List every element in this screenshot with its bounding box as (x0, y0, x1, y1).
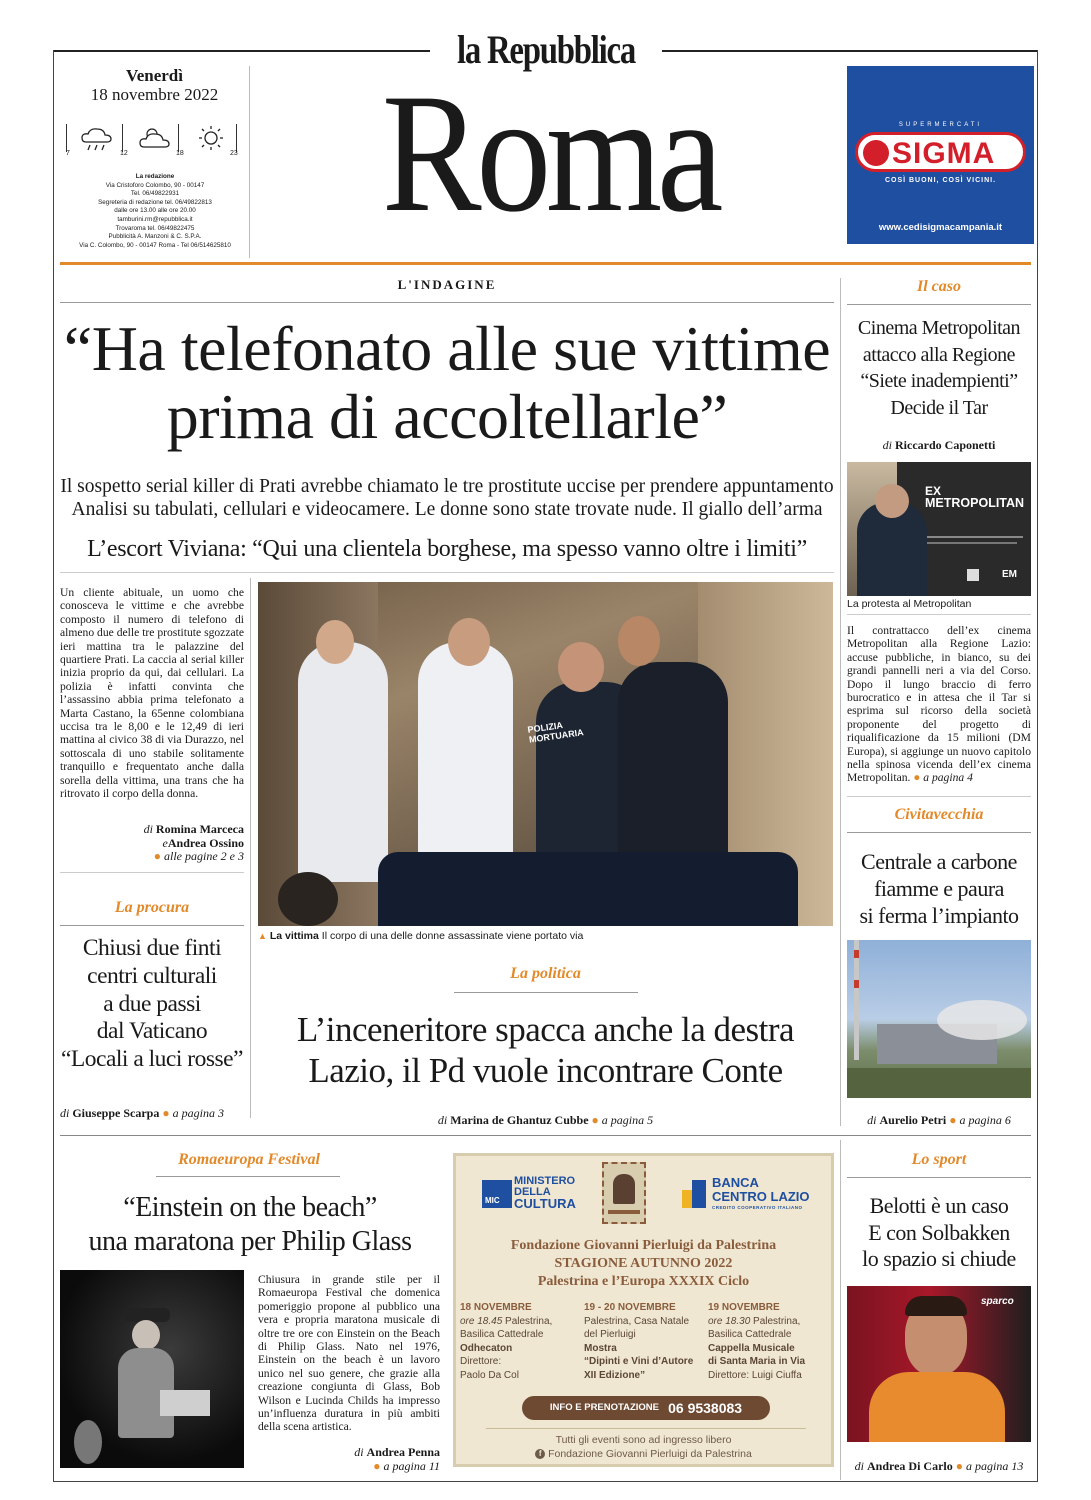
civitavecchia-photo (847, 940, 1031, 1098)
jersey-sponsor: sparco (981, 1296, 1014, 1307)
romaeuropa-byline (258, 1445, 440, 1473)
brand-logo: la Repubblica (456, 27, 636, 72)
event-1 (460, 1301, 580, 1382)
author-name: Riccardo Caponetti (895, 438, 996, 452)
ad-concert[interactable] (453, 1153, 834, 1467)
bullet-icon: ● (162, 1106, 170, 1120)
redazione-line: Via C. Colombo, 90 - 00147 Roma - Tel 06/514625810 (79, 241, 231, 249)
headline-line: E con Solbakken (868, 1219, 1010, 1245)
byline-di: di (143, 822, 153, 836)
cloud-icon (138, 127, 172, 151)
event-line: Basilica Cattedrale (460, 1329, 544, 1340)
caption-text: Il corpo di una delle donne assassinate viene portato via (321, 930, 584, 942)
temp-2: 12 (120, 150, 128, 157)
triangle-icon: ▲ (258, 931, 267, 941)
headline-line: attacco alla Regione (862, 343, 1016, 366)
caso-headline (847, 315, 1031, 421)
author-name: Andrea Ossino (167, 835, 244, 850)
poster-logo: EM (1002, 569, 1017, 580)
event-date: 19 - 20 NOVEMBRE (584, 1302, 676, 1313)
caso-body (847, 624, 1031, 785)
page-link[interactable]: a pagina 4 (923, 771, 973, 785)
author-name: Romina Marceca (155, 822, 244, 836)
bullet-icon: ● (373, 1459, 381, 1473)
ad-concert-title-1: Fondazione Giovanni Pierluigi da Palestrina (510, 1238, 777, 1253)
redazione-line: Via Cristoforo Colombo, 90 - 00147 (105, 181, 205, 189)
lead-second-headline: L’escort Viviana: “Qui una clientela borghese, ma spesso vanno oltre i limiti” (87, 536, 807, 562)
author-name: Andrea Di Carlo (866, 1459, 953, 1473)
headline-line: si ferma l’impianto (859, 903, 1019, 928)
byline-di: di (882, 438, 892, 452)
ministero-line: DELLA (514, 1186, 551, 1198)
caso-byline (847, 438, 1031, 453)
bullet-icon: ● (949, 1113, 957, 1127)
photo-vest-text: POLIZIA MORTUARIA (526, 720, 585, 745)
headline-line: Chiusi due finti (82, 935, 222, 961)
masthead-rule (60, 262, 1031, 265)
caso-body-text: Il contrattacco dell’ex cinema Metropolitan alla Regione Lazio: accuse pubbliche, in bianco, su dei grandi pannelli neri a via del Corso. Dopo il lungo braccio di ferro burocratico e in attesa che il Tar si esprima sul ricorso della società proponente del progetto di riqualificazione da 15 milioni (DM Europa), si aggiunge un nuovo capitolo nella spinosa vicenda dell’ex cinema Metropolitan. (847, 624, 1031, 785)
event-line: “Dipinti e Vini d’Autore (584, 1356, 694, 1367)
event-2 (584, 1301, 708, 1382)
headline-line: lo spazio si chiude (862, 1246, 1016, 1271)
footer-text: Fondazione Giovanni Pierluigi da Palestrina (548, 1448, 752, 1460)
redazione-line: Tel. 06/49822931 (130, 190, 180, 198)
romaeuropa-body: Chiusura in grande stile per il Romaeuropa Festival che domenica pomeriggio propone al pubblico una vera e propria maratona musicale di oltre tre ore con Einstein on the Beach di Philip Glass. Nato nel 1976, Einstein on the beach è un lavoro unico nel suo genere, che grazie alla creazione congiunta di Glass, Bob Wilson e Lucinda Childs ha impresso un’influenza duratura in più ambiti della scena artistica. (258, 1273, 440, 1434)
author-name: Andrea Penna (366, 1445, 440, 1459)
headline-line: Belotti è un caso (869, 1193, 1009, 1218)
ad-sigma-brand: SIGMA (892, 137, 996, 170)
event-line: Odhecaton (460, 1342, 513, 1354)
sport-byline (847, 1459, 1031, 1474)
ad-sigma-url: www.cedisigmacampania.it (878, 222, 1003, 233)
poster-text-ex: EX (925, 484, 942, 498)
info-label: INFO E PRENOTAZIONE (549, 1402, 660, 1413)
edition-title: Roma (381, 59, 719, 247)
byline-di: di (354, 1445, 364, 1459)
sport-photo (847, 1286, 1031, 1442)
sigma-figure-icon (863, 140, 889, 166)
ministero-line: MINISTERO (514, 1175, 576, 1187)
bullet-icon: ● (913, 771, 921, 785)
caso-photo (847, 462, 1031, 596)
procura-kicker: La procura (114, 899, 190, 916)
event-date: 18 NOVEMBRE (460, 1302, 532, 1313)
politica-byline (258, 1113, 833, 1128)
headline-line: a due passi (103, 990, 201, 1017)
banca-logo (682, 1180, 706, 1208)
lead-photo-caption (258, 930, 833, 942)
banca-line: BANCA (712, 1175, 759, 1190)
event-3 (708, 1301, 832, 1382)
weather-strip (66, 124, 246, 158)
ad-sigma-logo (855, 132, 1026, 172)
date-box (60, 66, 250, 258)
sport-kicker: Lo sport (911, 1151, 967, 1168)
civitavecchia-byline (847, 1113, 1031, 1128)
bullet-icon: ● (591, 1113, 599, 1127)
headline-line: dal Vaticano (96, 1018, 208, 1045)
event-line: Mostra (584, 1342, 617, 1354)
temp-4: 23 (230, 150, 238, 157)
weekday: Venerdì (126, 66, 183, 85)
bullet-icon: ● (153, 849, 162, 863)
stamp-portrait (602, 1162, 646, 1224)
ministero-line: CULTURA (514, 1196, 576, 1211)
redazione-line: dalle ore 13.00 alle ore 20.00 (114, 207, 196, 215)
ad-concert-title-3: Palestrina e l’Europa XXXIX Ciclo (537, 1274, 750, 1289)
rain-cloud-icon (80, 126, 114, 152)
bullet-icon: ● (955, 1459, 964, 1473)
author-name: Marina de Ghantuz Cubbe (450, 1113, 589, 1127)
event-line: del Pierluigi (584, 1329, 636, 1340)
lead-subhead-2: Analisi su tabulati, cellulari e videocamere. Le donne sono state trovate nude. Il giallo dell’arma (71, 499, 823, 520)
byline-di: di (867, 1113, 877, 1127)
caso-photo-caption: La protesta al Metropolitan (847, 598, 972, 610)
caso-kicker: Il caso (917, 278, 961, 295)
romaeuropa-kicker: Romaeuropa Festival (178, 1151, 320, 1168)
civitavecchia-kicker: Civitavecchia (894, 806, 984, 823)
page-link[interactable]: a pagina 5 (601, 1113, 654, 1127)
banca-text (712, 1176, 810, 1212)
page-link[interactable]: a pagina 6 (959, 1113, 1011, 1127)
event-place: Palestrina, (505, 1315, 553, 1327)
lead-subhead-1: Il sospetto serial killer di Prati avrebbe chiamato le tre prostitute uccise per prendere appuntamento (60, 476, 834, 497)
event-line: Paolo Da Col (460, 1369, 519, 1381)
page-link[interactable]: a pagina 11 (383, 1459, 440, 1473)
romaeuropa-photo (60, 1270, 244, 1468)
redazione-line: Pubblicità A. Manzoni & C. S.P.A. (108, 233, 202, 241)
page-link[interactable]: alle pagine 2 e 3 (164, 849, 244, 863)
page-link[interactable]: a pagina 13 (966, 1459, 1024, 1473)
mic-text: MIC (485, 1196, 500, 1205)
sport-headline (847, 1193, 1031, 1273)
redazione-line: Trovaroma tel. 06/49822475 (115, 224, 195, 232)
author-name: Giuseppe Scarpa (72, 1106, 160, 1120)
ministero-text (514, 1176, 576, 1209)
poster-text-title: METROPOLITAN (925, 496, 1025, 510)
redazione-line: Segreteria di redazione tel. 06/49822813 (98, 198, 212, 206)
headline-line: “Locali a luci rosse” (61, 1046, 243, 1073)
ad-sigma[interactable] (847, 66, 1034, 244)
redazione-line: La redazione (135, 173, 175, 180)
politica-kicker: La politica (510, 965, 581, 982)
procura-byline (60, 1106, 224, 1121)
lead-kicker: L'INDAGINE (397, 277, 497, 292)
info-phone: 06 9538083 (668, 1400, 743, 1416)
politica-headline-1: L’inceneritore spacca anche la destra (296, 1010, 795, 1049)
headline-line: Decide il Tar (890, 396, 988, 419)
ad-concert-footer-2 (456, 1448, 831, 1460)
ad-concert-title-2: STAGIONE AUTUNNO 2022 (554, 1256, 733, 1271)
temp-3: 18 (176, 150, 184, 157)
info-button[interactable] (522, 1396, 770, 1420)
lead-byline (60, 823, 244, 864)
procura-headline (60, 935, 244, 1074)
ad-sigma-slogan: COSÌ BUONI, COSÌ VICINI. (884, 177, 997, 184)
page-link[interactable]: a pagina 3 (172, 1106, 224, 1120)
romaeuropa-headline-2: una maratona per Philip Glass (88, 1226, 412, 1257)
headline-line: fiamme e paura (874, 876, 1004, 901)
headline-line: centri culturali (87, 962, 217, 989)
headline-line: “Siete inadempienti” (860, 370, 1018, 392)
temp-1: 7 (66, 150, 70, 157)
facebook-icon[interactable]: f (535, 1449, 545, 1459)
sun-cloud-icon (194, 125, 228, 151)
byline-di: di (60, 1106, 70, 1120)
mic-logo (482, 1180, 512, 1208)
lead-headline-2: prima di accoltellarle” (166, 381, 728, 452)
event-line: Direttore: Luigi Ciuffa (708, 1369, 802, 1381)
event-place: Palestrina, (753, 1315, 801, 1327)
lead-body: Un cliente abituale, un uomo che conosceva le vittime e che avrebbe composto il numero di telefono di almeno due delle tre prostitute sgozzate ieri mattina tra le palazzine del quartiere Prati. La caccia al serial killer inizia proprio da qui, dai cellulari. La polizia è infatti convinta che l’assassino abbia prima telefonato a Marta Castano, la 65enne colombiana uccisa tra le 8,00 e le 12,49 di ieri mattina al civico 38 di via Durazzo, nel sottoscala di uno stabile solitamente tranquillo e frequentato anche dalla sorella della vittima, una trans che ha ritrovato il corpo della donna. (60, 586, 244, 801)
banca-line: CENTRO LAZIO (712, 1189, 810, 1204)
event-date: 19 NOVEMBRE (708, 1302, 780, 1313)
civitavecchia-headline (847, 848, 1031, 929)
event-line: XII Edizione” (584, 1369, 646, 1381)
byline-e: e (162, 835, 168, 850)
event-line: Cappella Musicale (708, 1342, 795, 1354)
lead-photo (258, 582, 833, 926)
event-line: di Santa Maria in Via (708, 1356, 806, 1367)
event-time: ore 18.45 (460, 1315, 503, 1327)
romaeuropa-headline-1: “Einstein on the beach” (123, 1192, 377, 1223)
banca-sub: CREDITO COOPERATIVO ITALIANO (712, 1205, 803, 1210)
caption-bold: La vittima (269, 930, 319, 942)
headline-line: Centrale a carbone (861, 849, 1017, 874)
event-line: Basilica Cattedrale (708, 1329, 792, 1340)
redazione-email[interactable]: tamburini.rm@repubblica.it (117, 215, 193, 223)
author-name: Aurelio Petri (879, 1113, 947, 1127)
redazione-info (60, 173, 250, 250)
politica-headline-2: Lazio, il Pd vuole incontrare Conte (308, 1051, 783, 1090)
ad-concert-footer-1: Tutti gli eventi sono ad ingresso libero (555, 1434, 732, 1446)
event-time: ore 18.30 (708, 1315, 751, 1327)
byline-di: di (437, 1113, 448, 1127)
headline-line: Cinema Metropolitan (857, 317, 1021, 339)
date: 18 novembre 2022 (90, 85, 219, 104)
event-line: Direttore: (460, 1356, 502, 1367)
ad-sigma-top: SUPERMERCATI (898, 122, 983, 128)
lead-headline-1: “Ha telefonato alle sue vittime (63, 313, 831, 384)
byline-di: di (854, 1459, 864, 1473)
event-place: Palestrina, Casa Natale (584, 1315, 690, 1327)
